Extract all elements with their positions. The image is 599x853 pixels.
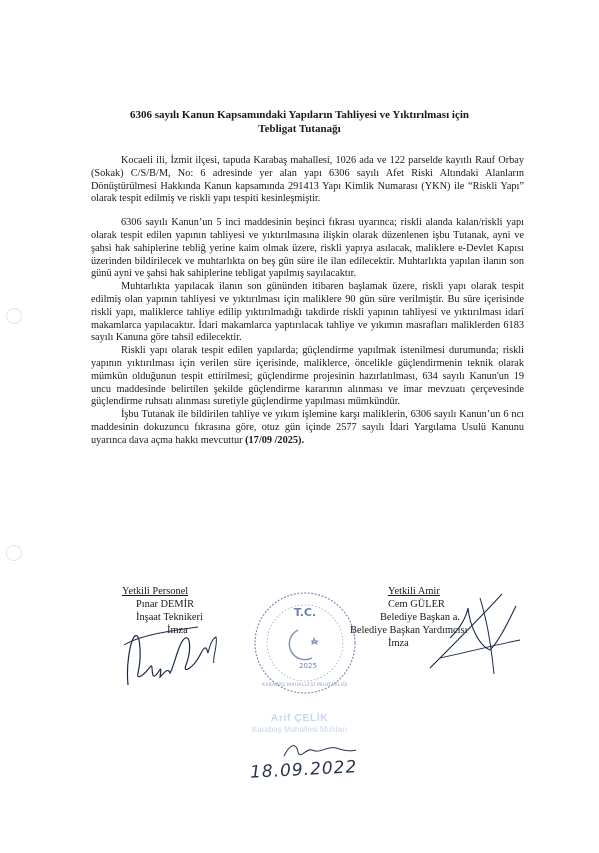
paragraph-4: Riskli yapı olarak tespit edilen yapılarda; güçlendirme yapılmak istenilmesi durumunda; riskli yapının yıktırılması için verilen süre içerisinde, maliklerce, öncelikle güçlendirmenin teknik olarak mümkün olduğunun tespit ettirilmesi; güçlendirme projesinin hazırlatılması, 634 sayılı Kanun'un 19 uncu maddesinde belirtilen şekilde güçlendirme kararının alınması ve imar mevzuatı çerçevesinde güçlendirme ruhsatı alınması suretiyle güçlendirme yapılması mümkündür. — [91, 345, 524, 408]
signatory-role2-right: Belediye Başkan Yardımcısı — [350, 625, 468, 636]
title-line-1: 6306 sayılı Kanun Kapsamındaki Yapıların Tahliyesi ve Yıktırılması için — [129, 109, 470, 121]
signatory-name-right: Cem GÜLER — [388, 599, 445, 610]
paragraph-5-text: İşbu Tutanak ile bildirilen tahliye ve yıkım işlemine karşı maliklerin, 6306 sayılı Kanun’un 6 ncı maddesinin dokuzuncu fıkrasına göre, otuz gün içinde 2577 sayılı İdari Yargılama Usulü Kanunu uyarınca dava açma hakkı mevcuttur — [91, 409, 524, 446]
paragraph-3: Muhtarlıkta yapılacak ilanın son gününden itibaren başlamak üzere, riskli yapı olarak tespit edilmiş olan yapının tahliyesi ve yıktırılması için maliklere 90 gün süre verilmiştir. Bu süre içerisinde riskli yapı, maliklerce tahliye edilip yıktırılmadığı takdirde riskli yapının tahliyesi ve yıktırılması idarî makamlarca yapılacaktır. İdari makamlarca yaptırılacak tahliye ve yıkımın masrafları maliklerden 6183 sayılı Kanuna göre tahsil edilecektir. — [91, 281, 524, 344]
signature-heading-right: Yetkili Amir — [388, 586, 440, 597]
star-crescent-icon — [311, 638, 318, 644]
seal-ring-text: KARABAŞ MAHALLESİ MUHTARLIĞI — [262, 683, 348, 688]
paragraph-5-date: (17/09 /2025). — [245, 434, 305, 446]
muhtar-stamp — [0, 712, 599, 734]
paragraph-2: 6306 sayılı Kanun’un 5 inci maddesinin beşinci fıkrası uyarınca; riskli alanda kalan/riskli yapı olarak tespit edilen yapının tahliyesi ve yıktırılmasına ilişkin olarak düzenlenen işbu Tutanak, ayni ve şahsi hak sahiplerine tebliğ yerine kaim olmak üzere, riskli yapıya asılacak, maliklere e-Devlet Kapısı üzerinden bildirilecek ve muhtarlıkta on beş gün süre ile ilan edilecektir. Muhtarlıkta yapılan ilanın son günü ayni ve şahsi hak sahiplerine tebligat yapılmış sayılacaktır. — [91, 217, 524, 280]
title-line-2: Tebligat Tutanağı — [258, 123, 341, 135]
muhtar-name: Arif ÇELİK — [270, 712, 329, 724]
handwritten-date: 18.09.2022 — [249, 757, 358, 783]
signatory-role1-right: Belediye Başkan a. — [380, 612, 460, 623]
paragraph-1: Kocaeli ili, İzmit ilçesi, tapuda Karabaş mahallesi, 1026 ada ve 122 parselde kayıtlı Rauf Orbay (Sokak) C/S/B/M, No: 6 adresinde yer alan yapı 6306 sayılı Afet Riski Altındaki Alanların Dönüştürülmesi Hakkında Kanun kapsamında 291413 Yapı Kimlik Numarası (YKN) ile “Riskli Yapı” olarak tespit edilmiş ve riskli yapı tespiti kesinleşmiştir. — [91, 155, 524, 205]
signatory-name-left: Pınar DEMİR — [136, 599, 195, 610]
document-title — [60, 108, 539, 136]
official-seal — [250, 588, 360, 698]
signature-heading-left: Yetkili Personel — [122, 586, 189, 597]
handwritten-signature-left — [120, 615, 230, 695]
signatory-role-left: İnşaat Teknikeri — [136, 612, 203, 623]
imza-label-right: İmza — [388, 638, 409, 649]
seal-year: 2025 — [299, 662, 317, 670]
imza-label-left: İmza — [167, 625, 188, 636]
document-body — [91, 155, 524, 448]
punch-hole — [6, 545, 22, 561]
paragraph-5 — [91, 409, 524, 447]
punch-hole — [6, 308, 22, 324]
seal-top-text: T.C. — [293, 606, 317, 619]
muhtar-title: Karabaş Mahallesi Muhtarı — [251, 725, 348, 734]
handwritten-signature-right — [420, 588, 530, 678]
